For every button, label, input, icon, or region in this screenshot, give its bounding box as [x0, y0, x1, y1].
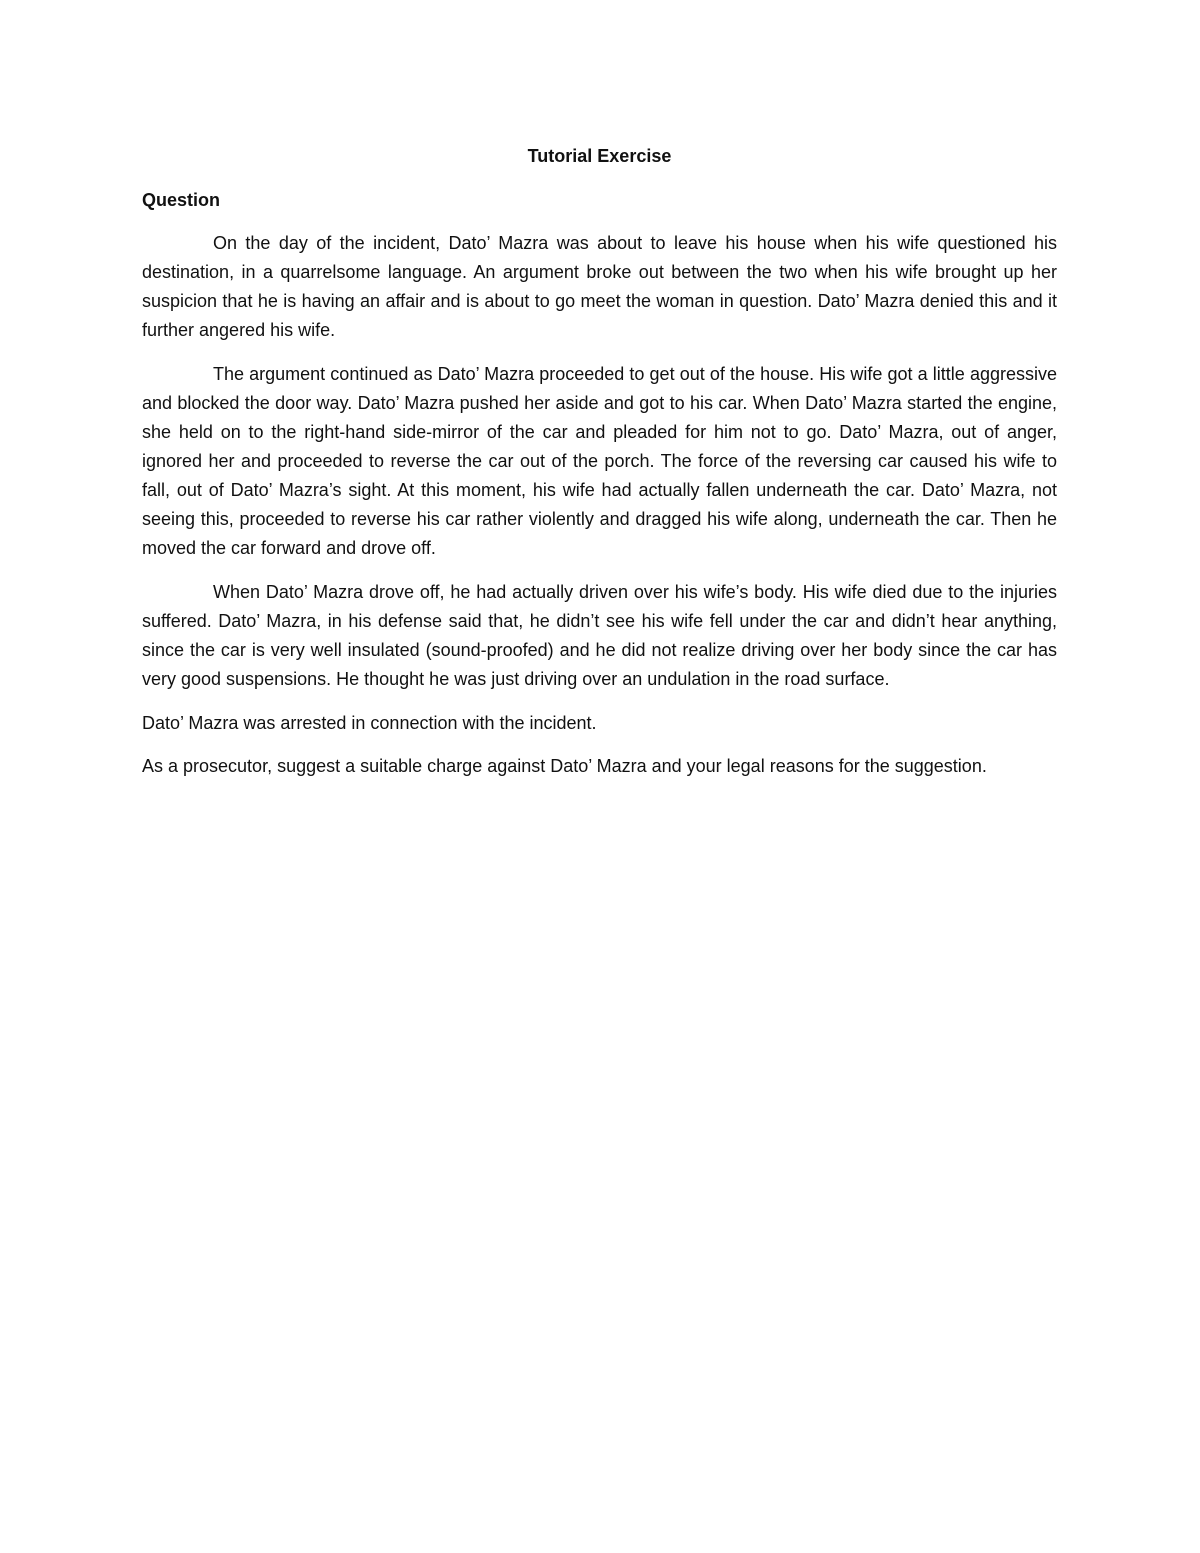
arrest-statement: Dato’ Mazra was arrested in connection with the incident.	[142, 713, 597, 733]
document-body	[142, 142, 1057, 781]
document-title: Tutorial Exercise	[527, 146, 672, 166]
paragraph-2: The argument continued as Dato’ Mazra proceeded to get out of the house. His wife got a little aggressive and blocked the door way. Dato’ Mazra pushed her aside and got to his car. When Dato’ Mazra started the engine, she held on to the right-hand side-mirror of the car and pleaded for him not to go. Dato’ Mazra, out of anger, ignored her and proceeded to reverse the car out of the porch. The force of the reversing car caused his wife to fall, out of Dato’ Mazra’s sight. At this moment, his wife had actually fallen underneath the car. Dato’ Mazra, not seeing this, proceeded to reverse his car rather violently and dragged his wife along, underneath the car. Then he moved the car forward and drove off.	[142, 364, 1057, 558]
question-heading: Question	[142, 190, 221, 210]
task-instruction: As a prosecutor, suggest a suitable charge against Dato’ Mazra and your legal reasons for the suggestion.	[142, 756, 987, 776]
paragraph-1: On the day of the incident, Dato’ Mazra was about to leave his house when his wife questioned his destination, in a quarrelsome language. An argument broke out between the two when his wife brought up her suspicion that he is having an affair and is about to go meet the woman in question. Dato’ Mazra denied this and it further angered his wife.	[142, 233, 1057, 340]
paragraph-3: When Dato’ Mazra drove off, he had actually driven over his wife’s body. His wife died due to the injuries suffered. Dato’ Mazra, in his defense said that, he didn’t see his wife fell under the car and didn’t hear anything, since the car is very well insulated (sound-proofed) and he did not realize driving over her body since the car has very good suspensions. He thought he was just driving over an undulation in the road surface.	[142, 582, 1057, 689]
